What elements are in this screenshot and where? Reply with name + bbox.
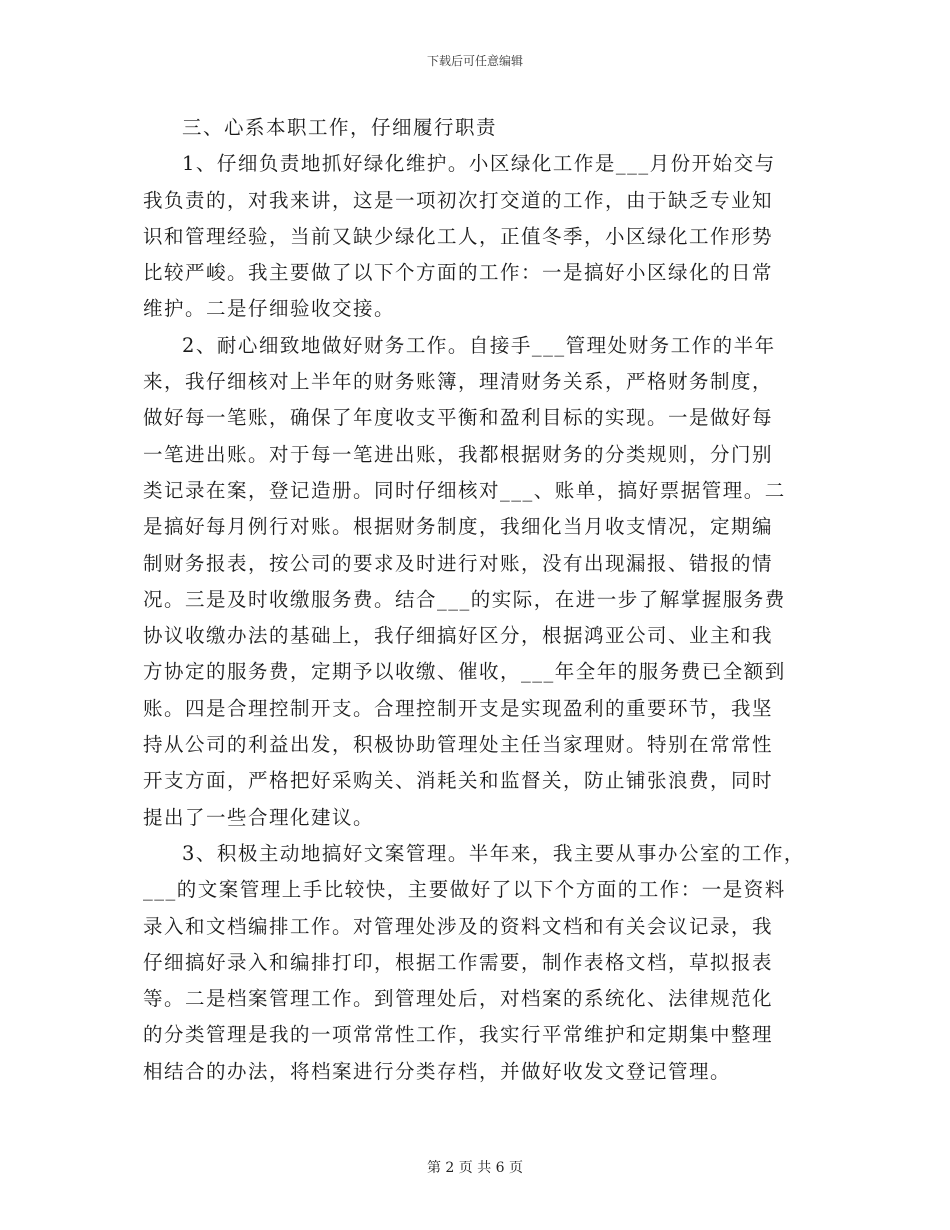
paragraph-line: 一笔进出账。对于每一笔进出账，我都根据财务的分类规则，分门别 [143, 442, 774, 466]
paragraph-line: 持从公司的利益出发，积极协助管理处主任当家理财。特别在常常性 [143, 733, 774, 757]
paragraph-line: 3、积极主动地搞好文案管理。半年来，我主要从事办公室的工作， [182, 841, 805, 865]
paragraph-line: 等。二是档案管理工作。到管理处后，对档案的系统化、法律规范化 [143, 987, 774, 1011]
paragraph-line: 仔细搞好录入和编排打印，根据工作需要，制作表格文档，草拟报表 [143, 950, 774, 974]
paragraph-line: 我负责的，对我来讲，这是一项初次打交道的工作，由于缺乏专业知 [143, 188, 774, 212]
paragraph-line: 比较严峻。我主要做了以下个方面的工作：一是搞好小区绿化的日常 [143, 261, 774, 285]
paragraph-line: 的分类管理是我的一项常常性工作，我实行平常维护和定期集中整理 [143, 1023, 774, 1047]
paragraph-documents [143, 836, 811, 1090]
paragraph-line: 1、仔细负责地抓好绿化维护。小区绿化工作是___月份开始交与 [182, 152, 776, 176]
document-body [143, 110, 811, 1090]
header-note: 下载后可任意编辑 [426, 54, 523, 68]
paragraph-line: 录入和文档编排工作。对管理处涉及的资料文档和有关会议记录，我 [143, 914, 774, 938]
paragraph-line: 方协定的服务费，定期予以收缴、催收，___年全年的服务费已全额到 [143, 660, 786, 684]
page-indicator: 第 2 页 共 6 页 [426, 1160, 524, 1176]
section-heading-text: 三、心系本职工作，仔细履行职责 [182, 116, 498, 139]
paragraph-line: 类记录在案，登记造册。同时仔细核对___、账单，搞好票据管理。二 [143, 478, 786, 502]
paragraph-line: 做好每一笔账，确保了年度收支平衡和盈利目标的实现。一是做好每 [143, 406, 774, 430]
paragraph-line: 是搞好每月例行对账。根据财务制度，我细化当月收支情况，定期编 [143, 515, 774, 539]
paragraph-line: 协议收缴办法的基础上，我仔细搞好区分，根据鸿亚公司、业主和我 [143, 624, 774, 648]
paragraph-line: 相结合的办法，将档案进行分类存档，并做好收发文登记管理。 [143, 1059, 732, 1083]
paragraph-line: 提出了一些合理化建议。 [143, 805, 375, 829]
paragraph-line: 维护。二是仔细验收交接。 [143, 297, 396, 321]
paragraph-line: 账。四是合理控制开支。合理控制开支是实现盈利的重要环节，我坚 [143, 696, 774, 720]
section-heading [143, 110, 811, 146]
paragraph-greening [143, 146, 811, 327]
paragraph-line: 2、耐心细致地做好财务工作。自接手___管理处财务工作的半年 [182, 333, 776, 357]
paragraph-line: 况。三是及时收缴服务费。结合___的实际，在进一步了解掌握服务费 [143, 587, 786, 611]
paragraph-line: 制财务报表，按公司的要求及时进行对账，没有出现漏报、错报的情 [143, 551, 774, 575]
paragraph-finance [143, 328, 811, 836]
paragraph-line: 来，我仔细核对上半年的财务账簿，理清财务关系，严格财务制度， [143, 370, 774, 394]
paragraph-line: ___的文案管理上手比较快，主要做好了以下个方面的工作：一是资料 [143, 878, 786, 902]
paragraph-line: 开支方面，严格把好采购关、消耗关和监督关，防止铺张浪费，同时 [143, 769, 774, 793]
paragraph-line: 识和管理经验，当前又缺少绿化工人，正值冬季，小区绿化工作形势 [143, 224, 774, 248]
